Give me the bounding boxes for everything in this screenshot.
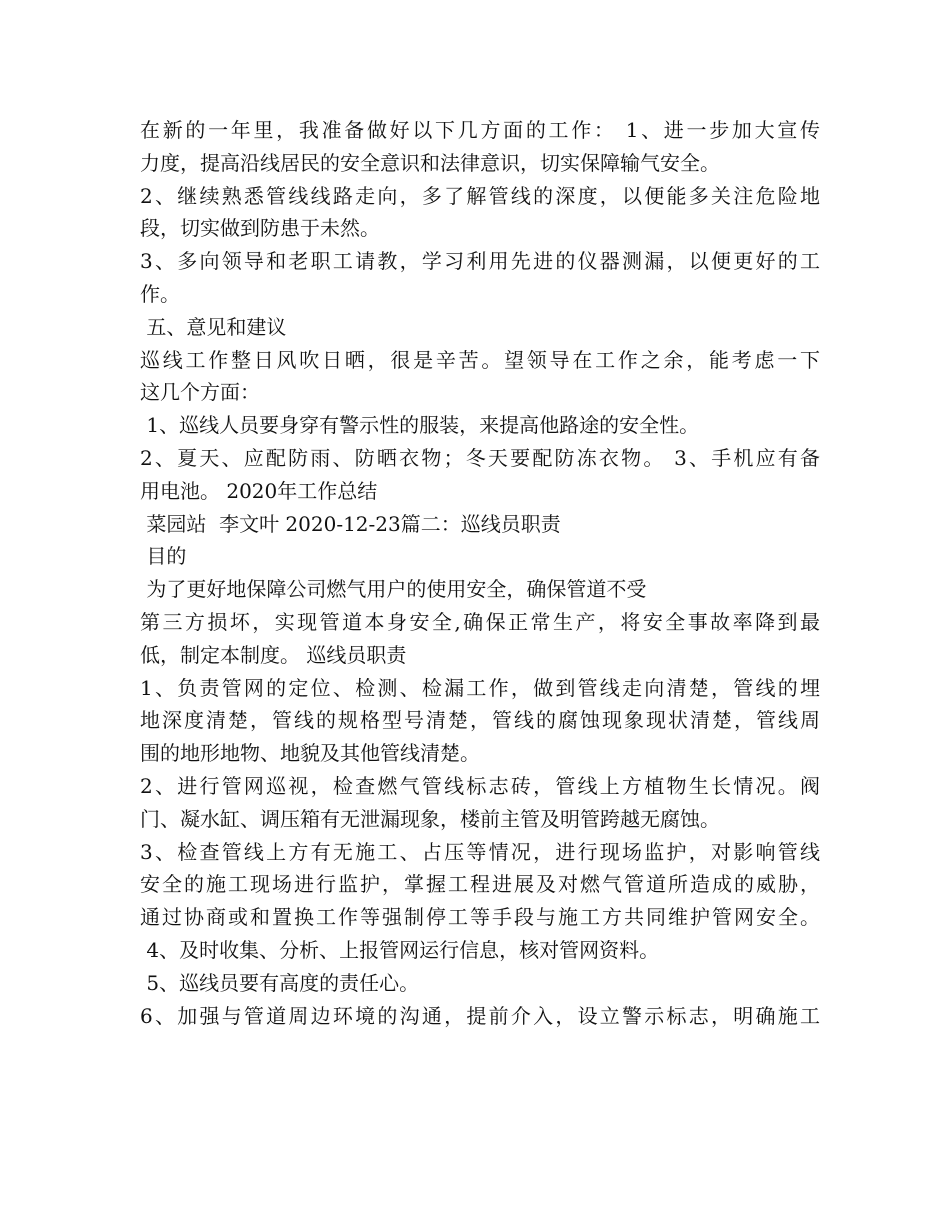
text-line: 3、检查管线上方有无施工、占压等情况，进行现场监护，对影响管线 [140,839,820,864]
text-line: 6、加强与管道周边环境的沟通，提前介入，设立警示标志，明确施工 [140,1003,820,1028]
text-line: 5、巡线员要有高度的责任心。 [140,970,420,995]
text-line: 为了更好地保障公司燃气用户的使用安全，确保管道不受 [140,577,647,602]
text-line: 作。 [140,281,180,306]
document-body [140,114,820,1032]
text-line: 门、凝水缸、调压箱有无泄漏现象，楼前主管及明管跨越无腐蚀。 [140,806,720,831]
text-line: 这几个方面： [140,380,260,405]
text-line: 安全的施工现场进行监护，掌握工程进展及对燃气管道所造成的威胁， [140,872,820,897]
text-line: 在新的一年里，我准备做好以下几方面的工作： 1、进一步加大宣传 [140,118,820,142]
text-line: 巡线工作整日风吹日晒，很是辛苦。望领导在工作之余，能考虑一下 [140,347,820,372]
text-line: 段，切实做到防患于未然。 [140,216,380,241]
text-line: 1、巡线人员要身穿有警示性的服装，来提高他路途的安全性。 [140,413,700,438]
text-line: 3、多向领导和老职工请教，学习利用先进的仪器测漏，以便更好的工 [140,249,820,274]
text-line: 通过协商或和置换工作等强制停工等手段与施工方共同维护管网安全。 [140,905,820,930]
text-line: 围的地形地物、地貌及其他管线清楚。 [140,741,480,766]
text-line: 目的 [140,544,187,569]
text-line: 低，制定本制度。 巡线员职责 [140,642,407,667]
text-line: 1、负责管网的定位、检测、检漏工作，做到管线走向清楚，管线的埋 [140,675,820,700]
text-line: 2、进行管网巡视，检查燃气管线标志砖，管线上方植物生长情况。阀 [140,773,820,798]
text-line: 4、及时收集、分析、上报管网运行信息，核对管网资料。 [140,937,660,962]
text-line: 2、夏天、应配防雨、防晒衣物；冬天要配防冻衣物。 3、手机应有备 [140,445,820,470]
text-line: 第三方损坏，实现管道本身安全,确保正常生产，将安全事故率降到最 [140,609,820,634]
text-line: 地深度清楚，管线的规格型号清楚，管线的腐蚀现象现状清楚，管线周 [140,708,820,733]
text-line: 用电池。 2020年工作总结 [140,478,378,503]
text-line: 力度，提高沿线居民的安全意识和法律意识，切实保障输气安全。 [140,150,720,175]
text-line: 五、意见和建议 [140,314,287,339]
text-line: 2、继续熟悉管线线路走向，多了解管线的深度，以便能多关注危险地 [140,183,820,208]
text-line: 菜园站 李文叶 2020-12-23篇二：巡线员职责 [140,511,561,536]
